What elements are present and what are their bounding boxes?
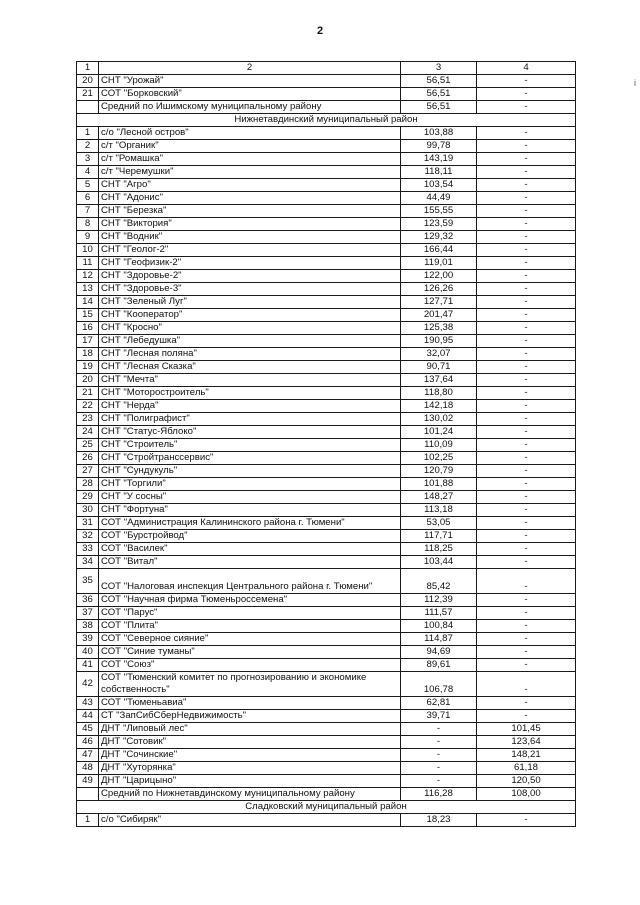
table-row bbox=[77, 465, 576, 478]
org-name-cell: СНТ "Водник" bbox=[99, 231, 401, 244]
table-row bbox=[77, 400, 576, 413]
value-col4-cell: - bbox=[477, 697, 576, 710]
table-row bbox=[77, 775, 576, 788]
table-row bbox=[77, 814, 576, 827]
value-col3-cell: 110,09 bbox=[401, 439, 477, 452]
table-row bbox=[77, 426, 576, 439]
row-number-cell: 38 bbox=[77, 620, 99, 633]
value-col3-cell: 129,32 bbox=[401, 231, 477, 244]
value-col3-cell: 101,88 bbox=[401, 478, 477, 491]
value-col3-cell: - bbox=[401, 736, 477, 749]
value-col3-cell: 119,01 bbox=[401, 257, 477, 270]
table-row bbox=[77, 348, 576, 361]
value-col3-cell: 148,27 bbox=[401, 491, 477, 504]
row-number-cell: 28 bbox=[77, 478, 99, 491]
org-name-cell: СОТ "Василек" bbox=[99, 543, 401, 556]
row-number-cell: 29 bbox=[77, 491, 99, 504]
value-col3-cell: 62,81 bbox=[401, 697, 477, 710]
org-name-cell: ДНТ "Липовый лес" bbox=[99, 723, 401, 736]
value-col3-cell: 114,87 bbox=[401, 633, 477, 646]
row-number-cell: 31 bbox=[77, 517, 99, 530]
value-col4-cell: - bbox=[477, 413, 576, 426]
value-col4-cell: - bbox=[477, 244, 576, 257]
org-name-cell: СНТ "Здоровье-2" bbox=[99, 270, 401, 283]
value-col3-cell: 56,51 bbox=[401, 75, 477, 88]
value-col4-cell: - bbox=[477, 296, 576, 309]
section-title: Сладковский муниципальный район bbox=[77, 801, 576, 814]
value-col4-cell: - bbox=[477, 348, 576, 361]
value-col3-cell: 125,38 bbox=[401, 322, 477, 335]
table-row bbox=[77, 556, 576, 569]
row-number-cell: 44 bbox=[77, 710, 99, 723]
row-number-cell: 4 bbox=[77, 166, 99, 179]
org-name-cell: СНТ "Нерда" bbox=[99, 400, 401, 413]
value-col4-cell: - bbox=[477, 75, 576, 88]
header-cell: 1 bbox=[77, 62, 99, 75]
margin-mark: i bbox=[634, 78, 636, 88]
org-name-cell: СНТ "Лесная поляна" bbox=[99, 348, 401, 361]
tariff-table bbox=[76, 61, 576, 827]
org-name-cell: Средний по Нижнетавдинскому муниципальному району bbox=[99, 788, 401, 801]
table-row bbox=[77, 75, 576, 88]
org-name-cell: СНТ "Агро" bbox=[99, 179, 401, 192]
row-number-cell: 18 bbox=[77, 348, 99, 361]
row-number-cell: 17 bbox=[77, 335, 99, 348]
value-col3-cell: 89,61 bbox=[401, 659, 477, 672]
value-col4-cell: - bbox=[477, 205, 576, 218]
org-name-cell: СОТ "Парус" bbox=[99, 607, 401, 620]
table-row bbox=[77, 504, 576, 517]
row-number-cell: 46 bbox=[77, 736, 99, 749]
table-row bbox=[77, 633, 576, 646]
value-col4-cell: - bbox=[477, 192, 576, 205]
row-number-cell: 13 bbox=[77, 283, 99, 296]
org-name-cell: СНТ "Фортуна" bbox=[99, 504, 401, 517]
value-col4-cell: 101,45 bbox=[477, 723, 576, 736]
org-name-cell: СОТ "Тюменьавиа" bbox=[99, 697, 401, 710]
value-col3-cell: 143,19 bbox=[401, 153, 477, 166]
value-col4-cell: - bbox=[477, 153, 576, 166]
table-row bbox=[77, 439, 576, 452]
row-number-cell: 30 bbox=[77, 504, 99, 517]
row-number-cell: 42 bbox=[77, 672, 99, 697]
table-row bbox=[77, 205, 576, 218]
row-number-cell: 39 bbox=[77, 633, 99, 646]
value-col3-cell: 39,71 bbox=[401, 710, 477, 723]
org-name-cell: СОТ "Тюменский комитет по прогнозированию и экономике собственность" bbox=[99, 672, 401, 697]
value-col4-cell: - bbox=[477, 127, 576, 140]
table-row bbox=[77, 127, 576, 140]
table-row bbox=[77, 478, 576, 491]
value-col3-cell: 126,26 bbox=[401, 283, 477, 296]
org-name-cell: Средний по Ишимскому муниципальному району bbox=[99, 101, 401, 114]
average-row bbox=[77, 101, 576, 114]
table-row bbox=[77, 491, 576, 504]
row-number-cell: 43 bbox=[77, 697, 99, 710]
value-col4-cell: - bbox=[477, 672, 576, 697]
value-col3-cell: 116,28 bbox=[401, 788, 477, 801]
value-col4-cell: - bbox=[477, 374, 576, 387]
value-col4-cell: - bbox=[477, 361, 576, 374]
value-col3-cell: 190,95 bbox=[401, 335, 477, 348]
table-row bbox=[77, 335, 576, 348]
org-name-cell: СНТ "Зеленый Луг" bbox=[99, 296, 401, 309]
org-name-cell: СНТ "У сосны" bbox=[99, 491, 401, 504]
value-col4-cell: - bbox=[477, 491, 576, 504]
value-col3-cell: 123,59 bbox=[401, 218, 477, 231]
org-name-cell: ДНТ "Сотовик" bbox=[99, 736, 401, 749]
table-row bbox=[77, 607, 576, 620]
value-col3-cell: 117,71 bbox=[401, 530, 477, 543]
value-col4-cell: - bbox=[477, 646, 576, 659]
value-col4-cell: - bbox=[477, 140, 576, 153]
value-col3-cell: 120,79 bbox=[401, 465, 477, 478]
row-number-cell: 37 bbox=[77, 607, 99, 620]
value-col4-cell: - bbox=[477, 633, 576, 646]
table-row bbox=[77, 594, 576, 607]
value-col4-cell: - bbox=[477, 270, 576, 283]
org-name-cell: СОТ "Плита" bbox=[99, 620, 401, 633]
row-number-cell bbox=[77, 788, 99, 801]
value-col4-cell: - bbox=[477, 710, 576, 723]
row-number-cell: 21 bbox=[77, 387, 99, 400]
value-col4-cell: - bbox=[477, 504, 576, 517]
org-name-cell: СОТ "Северное сияние" bbox=[99, 633, 401, 646]
row-number-cell: 15 bbox=[77, 309, 99, 322]
org-name-cell: ДНТ "Хуторянка" bbox=[99, 762, 401, 775]
header-cell: 3 bbox=[401, 62, 477, 75]
value-col3-cell: 94,69 bbox=[401, 646, 477, 659]
org-name-cell: СОТ "Бурстройвод" bbox=[99, 530, 401, 543]
row-number-cell: 24 bbox=[77, 426, 99, 439]
org-name-cell: СНТ "Статус-Яблоко" bbox=[99, 426, 401, 439]
org-name-cell: СТ "ЗапСибСберНедвижимость" bbox=[99, 710, 401, 723]
value-col4-cell: - bbox=[477, 452, 576, 465]
value-col4-cell: - bbox=[477, 439, 576, 452]
row-number-cell: 1 bbox=[77, 127, 99, 140]
row-number-cell: 10 bbox=[77, 244, 99, 257]
value-col4-cell: 120,50 bbox=[477, 775, 576, 788]
value-col4-cell: - bbox=[477, 556, 576, 569]
table-row bbox=[77, 413, 576, 426]
header-cell: 4 bbox=[477, 62, 576, 75]
org-name-cell: СОТ "Витал" bbox=[99, 556, 401, 569]
value-col4-cell: - bbox=[477, 620, 576, 633]
value-col3-cell: 103,44 bbox=[401, 556, 477, 569]
value-col3-cell: 85,42 bbox=[401, 569, 477, 594]
row-number-cell: 9 bbox=[77, 231, 99, 244]
row-number-cell: 8 bbox=[77, 218, 99, 231]
org-name-cell: с/т "Черемушки" bbox=[99, 166, 401, 179]
table-row bbox=[77, 361, 576, 374]
value-col3-cell: 137,64 bbox=[401, 374, 477, 387]
row-number-cell: 22 bbox=[77, 400, 99, 413]
org-name-cell: СОТ "Борковский" bbox=[99, 88, 401, 101]
value-col3-cell: 201,47 bbox=[401, 309, 477, 322]
value-col4-cell: - bbox=[477, 257, 576, 270]
org-name-cell: СНТ "Стройтранссервис" bbox=[99, 452, 401, 465]
value-col3-cell: 112,39 bbox=[401, 594, 477, 607]
value-col4-cell: - bbox=[477, 517, 576, 530]
row-number-cell: 47 bbox=[77, 749, 99, 762]
row-number-cell: 36 bbox=[77, 594, 99, 607]
value-col4-cell: - bbox=[477, 309, 576, 322]
table-row bbox=[77, 736, 576, 749]
value-col3-cell: 122,00 bbox=[401, 270, 477, 283]
page-number: 2 bbox=[316, 25, 324, 37]
average-row bbox=[77, 788, 576, 801]
table-row bbox=[77, 88, 576, 101]
table-row bbox=[77, 322, 576, 335]
table-row bbox=[77, 530, 576, 543]
value-col4-cell: - bbox=[477, 101, 576, 114]
value-col3-cell: 56,51 bbox=[401, 101, 477, 114]
value-col4-cell: - bbox=[477, 607, 576, 620]
org-name-cell: СНТ "Березка" bbox=[99, 205, 401, 218]
org-name-cell: СНТ "Здоровье-3" bbox=[99, 283, 401, 296]
value-col4-cell: - bbox=[477, 283, 576, 296]
value-col3-cell: - bbox=[401, 762, 477, 775]
table-row bbox=[77, 244, 576, 257]
section-header-row bbox=[77, 801, 576, 814]
value-col4-cell: 108,00 bbox=[477, 788, 576, 801]
row-number-cell bbox=[77, 101, 99, 114]
value-col3-cell: 118,80 bbox=[401, 387, 477, 400]
org-name-cell: СНТ "Лесная Сказка" bbox=[99, 361, 401, 374]
value-col4-cell: - bbox=[477, 465, 576, 478]
value-col3-cell: 102,25 bbox=[401, 452, 477, 465]
org-name-cell: СНТ "Сундукуль" bbox=[99, 465, 401, 478]
row-number-cell: 27 bbox=[77, 465, 99, 478]
table-row bbox=[77, 179, 576, 192]
org-name-cell: с/т "Ромашка" bbox=[99, 153, 401, 166]
table-row bbox=[77, 517, 576, 530]
row-number-cell: 48 bbox=[77, 762, 99, 775]
org-name-cell: СНТ "Урожай" bbox=[99, 75, 401, 88]
org-name-cell: ДНТ "Царицыно" bbox=[99, 775, 401, 788]
row-number-cell: 5 bbox=[77, 179, 99, 192]
value-col3-cell: 44,49 bbox=[401, 192, 477, 205]
row-number-cell: 1 bbox=[77, 814, 99, 827]
org-name-cell: СНТ "Геофизик-2" bbox=[99, 257, 401, 270]
value-col4-cell: 61,18 bbox=[477, 762, 576, 775]
value-col4-cell: 148,21 bbox=[477, 749, 576, 762]
value-col3-cell: 130,02 bbox=[401, 413, 477, 426]
table-row bbox=[77, 231, 576, 244]
value-col3-cell: 100,84 bbox=[401, 620, 477, 633]
table-row bbox=[77, 543, 576, 556]
table-row bbox=[77, 749, 576, 762]
table-row bbox=[77, 620, 576, 633]
org-name-cell: СНТ "Торгили" bbox=[99, 478, 401, 491]
org-name-cell: СНТ "Моторостроитель" bbox=[99, 387, 401, 400]
value-col3-cell: 103,88 bbox=[401, 127, 477, 140]
table-row bbox=[77, 166, 576, 179]
value-col3-cell: 118,25 bbox=[401, 543, 477, 556]
row-number-cell: 45 bbox=[77, 723, 99, 736]
row-number-cell: 14 bbox=[77, 296, 99, 309]
value-col4-cell: - bbox=[477, 478, 576, 491]
table-row bbox=[77, 257, 576, 270]
value-col3-cell: 142,18 bbox=[401, 400, 477, 413]
row-number-cell: 19 bbox=[77, 361, 99, 374]
row-number-cell: 25 bbox=[77, 439, 99, 452]
org-name-cell: СНТ "Кооператор" bbox=[99, 309, 401, 322]
value-col4-cell: - bbox=[477, 400, 576, 413]
value-col4-cell: - bbox=[477, 594, 576, 607]
table-header-row bbox=[77, 62, 576, 75]
org-name-cell: СНТ "Мечта" bbox=[99, 374, 401, 387]
value-col3-cell: 18,23 bbox=[401, 814, 477, 827]
table-row bbox=[77, 309, 576, 322]
table-row bbox=[77, 140, 576, 153]
value-col3-cell: - bbox=[401, 775, 477, 788]
value-col4-cell: - bbox=[477, 569, 576, 594]
section-title: Нижнетавдинский муниципальный район bbox=[77, 114, 576, 127]
value-col3-cell: 118,11 bbox=[401, 166, 477, 179]
table-row bbox=[77, 296, 576, 309]
table-row bbox=[77, 710, 576, 723]
org-name-cell: ДНТ "Сочинские" bbox=[99, 749, 401, 762]
value-col4-cell: - bbox=[477, 530, 576, 543]
value-col4-cell: - bbox=[477, 814, 576, 827]
value-col3-cell: 166,44 bbox=[401, 244, 477, 257]
org-name-cell: СНТ "Полиграфист" bbox=[99, 413, 401, 426]
value-col3-cell: 32,07 bbox=[401, 348, 477, 361]
org-name-cell: СОТ "Союз" bbox=[99, 659, 401, 672]
org-name-cell: с/о "Сибиряк" bbox=[99, 814, 401, 827]
row-number-cell: 20 bbox=[77, 75, 99, 88]
value-col3-cell: 101,24 bbox=[401, 426, 477, 439]
value-col3-cell: - bbox=[401, 749, 477, 762]
value-col4-cell: - bbox=[477, 231, 576, 244]
org-name-cell: СНТ "Кросно" bbox=[99, 322, 401, 335]
section-header-row bbox=[77, 114, 576, 127]
row-number-cell: 7 bbox=[77, 205, 99, 218]
row-number-cell: 2 bbox=[77, 140, 99, 153]
value-col4-cell: - bbox=[477, 335, 576, 348]
row-number-cell: 20 bbox=[77, 374, 99, 387]
value-col3-cell: 103,54 bbox=[401, 179, 477, 192]
value-col4-cell: - bbox=[477, 659, 576, 672]
row-number-cell: 49 bbox=[77, 775, 99, 788]
org-name-cell: с/о "Лесной остров" bbox=[99, 127, 401, 140]
org-name-cell: СНТ "Строитель" bbox=[99, 439, 401, 452]
row-number-cell: 12 bbox=[77, 270, 99, 283]
table-row bbox=[77, 723, 576, 736]
table-row bbox=[77, 697, 576, 710]
value-col3-cell: 56,51 bbox=[401, 88, 477, 101]
row-number-cell: 40 bbox=[77, 646, 99, 659]
row-number-cell: 11 bbox=[77, 257, 99, 270]
row-number-cell: 16 bbox=[77, 322, 99, 335]
table-row bbox=[77, 762, 576, 775]
org-name-cell: СНТ "Виктория" bbox=[99, 218, 401, 231]
table-row bbox=[77, 153, 576, 166]
table-row bbox=[77, 218, 576, 231]
table-row bbox=[77, 270, 576, 283]
org-name-cell: СНТ "Лебедушка" bbox=[99, 335, 401, 348]
table-row bbox=[77, 387, 576, 400]
row-number-cell: 32 bbox=[77, 530, 99, 543]
table-row bbox=[77, 452, 576, 465]
row-number-cell: 21 bbox=[77, 88, 99, 101]
value-col3-cell: 53,05 bbox=[401, 517, 477, 530]
row-number-cell: 23 bbox=[77, 413, 99, 426]
org-name-cell: СОТ "Научная фирма Тюменьроссемена" bbox=[99, 594, 401, 607]
value-col3-cell: 99,78 bbox=[401, 140, 477, 153]
table-row bbox=[77, 659, 576, 672]
row-number-cell: 26 bbox=[77, 452, 99, 465]
value-col4-cell: - bbox=[477, 543, 576, 556]
value-col3-cell: 106,78 bbox=[401, 672, 477, 697]
row-number-cell: 33 bbox=[77, 543, 99, 556]
header-cell: 2 bbox=[99, 62, 401, 75]
row-number-cell: 41 bbox=[77, 659, 99, 672]
value-col4-cell: - bbox=[477, 426, 576, 439]
value-col4-cell: - bbox=[477, 179, 576, 192]
value-col3-cell: 155,55 bbox=[401, 205, 477, 218]
value-col4-cell: - bbox=[477, 387, 576, 400]
org-name-cell: СНТ "Геолог-2" bbox=[99, 244, 401, 257]
row-number-cell: 6 bbox=[77, 192, 99, 205]
value-col3-cell: 127,71 bbox=[401, 296, 477, 309]
org-name-cell: СОТ "Синие туманы" bbox=[99, 646, 401, 659]
org-name-cell: СНТ "Адонис" bbox=[99, 192, 401, 205]
value-col3-cell: 90,71 bbox=[401, 361, 477, 374]
value-col4-cell: - bbox=[477, 166, 576, 179]
table-row bbox=[77, 646, 576, 659]
value-col3-cell: - bbox=[401, 723, 477, 736]
org-name-cell: с/т "Органик" bbox=[99, 140, 401, 153]
row-number-cell: 3 bbox=[77, 153, 99, 166]
row-number-cell: 34 bbox=[77, 556, 99, 569]
value-col3-cell: 111,57 bbox=[401, 607, 477, 620]
table-row bbox=[77, 374, 576, 387]
table-row bbox=[77, 192, 576, 205]
table-row bbox=[77, 569, 576, 594]
value-col3-cell: 113,18 bbox=[401, 504, 477, 517]
row-number-cell: 35 bbox=[77, 569, 99, 594]
table-row bbox=[77, 672, 576, 697]
org-name-cell: СОТ "Налоговая инспекция Центрального района г. Тюмени" bbox=[99, 569, 401, 594]
org-name-cell: СОТ "Администрация Калининского района г. Тюмени" bbox=[99, 517, 401, 530]
table-row bbox=[77, 283, 576, 296]
value-col4-cell: - bbox=[477, 322, 576, 335]
value-col4-cell: - bbox=[477, 218, 576, 231]
value-col4-cell: - bbox=[477, 88, 576, 101]
value-col4-cell: 123,64 bbox=[477, 736, 576, 749]
